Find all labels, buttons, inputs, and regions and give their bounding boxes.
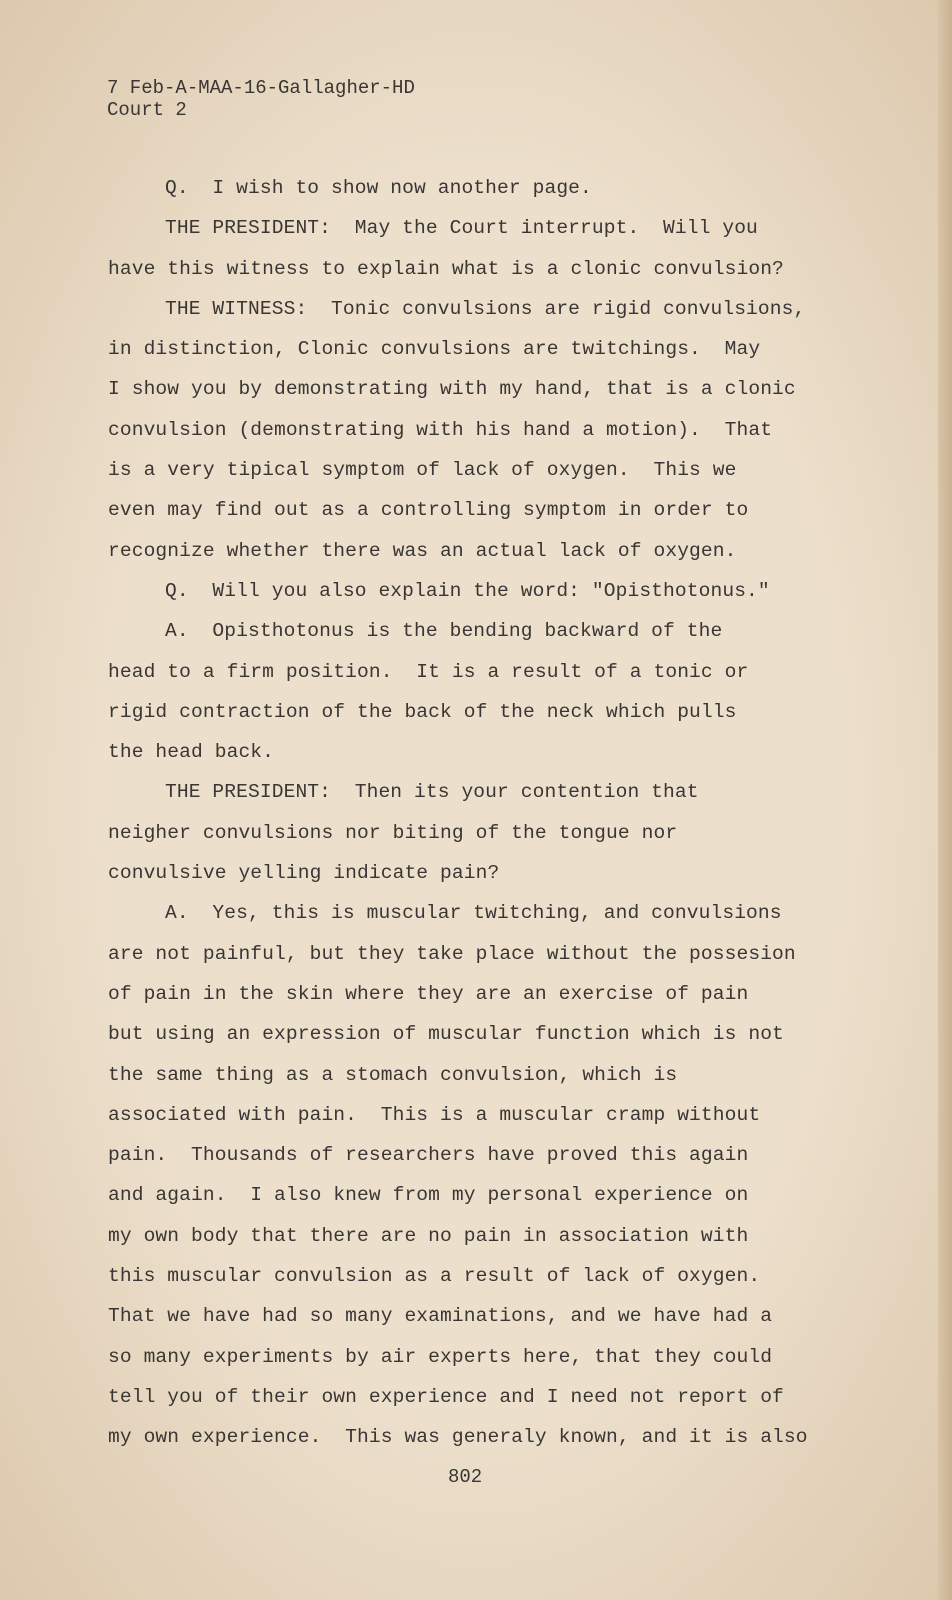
transcript-line: Q. Will you also explain the word: "Opisthotonus." <box>165 579 770 602</box>
transcript-line: rigid contraction of the back of the neck which pulls <box>108 700 737 723</box>
transcript-line: head to a firm position. It is a result of a tonic or <box>108 660 749 683</box>
transcript-line: and again. I also knew from my personal experience on <box>108 1184 749 1207</box>
transcript-line: in distinction, Clonic convulsions are twitchings. May <box>108 338 761 361</box>
transcript-line: Q. I wish to show now another page. <box>165 177 592 199</box>
transcript-line: are not painful, but they take place without the possesion <box>108 942 796 965</box>
transcript-line: A. Yes, this is muscular twitching, and convulsions <box>165 902 782 925</box>
transcript-line: pain. Thousands of researchers have proved this again <box>108 1144 749 1167</box>
transcript-line: my own body that there are no pain in association with <box>108 1224 749 1247</box>
transcript-line: convulsion (demonstrating with his hand a motion). That <box>108 418 773 441</box>
transcript-body <box>108 176 908 1466</box>
transcript-line: the head back. <box>108 741 275 764</box>
transcript-line: of pain in the skin where they are an exercise of pain <box>108 982 749 1005</box>
document-reference: 7 Feb-A-MAA-16-Gallagher-HD <box>107 77 415 99</box>
transcript-line: recognize whether there was an actual lack of oxygen. <box>108 539 737 562</box>
transcript-line: That we have had so many examinations, and we have had a <box>108 1305 773 1328</box>
transcript-line: even may find out as a controlling symptom in order to <box>108 499 749 522</box>
transcript-line: my own experience. This was generaly known, and it is also <box>108 1426 808 1449</box>
transcript-line: neigher convulsions nor biting of the tongue nor <box>108 821 678 844</box>
transcript-line: is a very tipical symptom of lack of oxygen. This we <box>108 459 737 482</box>
transcript-line: tell you of their own experience and I need not report of <box>108 1385 784 1408</box>
transcript-line: have this witness to explain what is a clonic convulsion? <box>108 257 784 280</box>
transcript-line: THE WITNESS: Tonic convulsions are rigid convulsions, <box>165 297 806 320</box>
page-number: 802 <box>448 1466 483 1488</box>
transcript-line: the same thing as a stomach convulsion, which is <box>108 1063 678 1086</box>
transcript-line: I show you by demonstrating with my hand, that is a clonic <box>108 378 796 401</box>
transcript-line: but using an expression of muscular function which is not <box>108 1023 784 1046</box>
transcript-line: THE PRESIDENT: May the Court interrupt. Will you <box>165 217 758 240</box>
transcript-line: A. Opisthotonus is the bending backward of the <box>165 620 723 643</box>
transcript-line: THE PRESIDENT: Then its your contention that <box>165 781 699 804</box>
document-header <box>107 77 415 121</box>
transcript-line: this muscular convulsion as a result of lack of oxygen. <box>108 1265 761 1288</box>
transcript-line: so many experiments by air experts here, that they could <box>108 1345 773 1368</box>
transcript-line: convulsive yelling indicate pain? <box>108 862 500 885</box>
court-label: Court 2 <box>107 99 187 121</box>
transcript-line: associated with pain. This is a muscular cramp without <box>108 1103 761 1126</box>
page-edge <box>938 0 952 1600</box>
